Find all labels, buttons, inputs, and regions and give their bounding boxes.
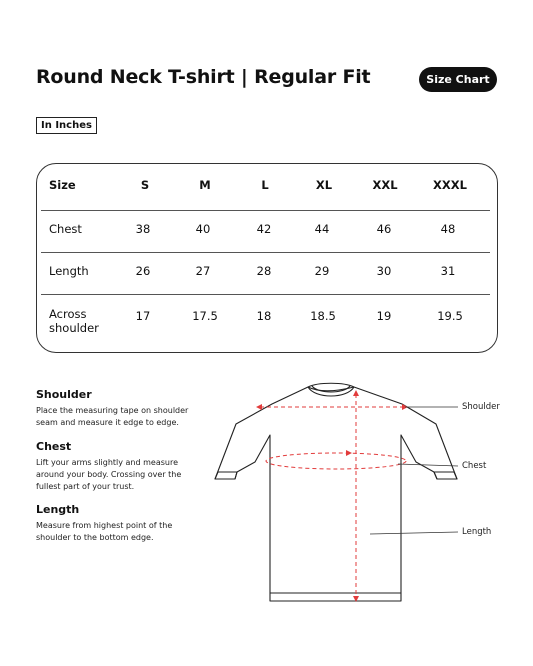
table-cell: 26 bbox=[135, 264, 151, 278]
callout-length: Length bbox=[462, 527, 492, 537]
table-cell: 19.5 bbox=[437, 309, 463, 323]
length-arrow-up-icon bbox=[353, 390, 359, 396]
size-chart-badge: Size Chart bbox=[419, 67, 497, 92]
table-cell: 18.5 bbox=[310, 309, 336, 323]
table-cell: 44 bbox=[314, 222, 330, 236]
instruction-text: Measure from highest point of the shoulder to the bottom edge. bbox=[36, 521, 173, 542]
left-sleeve-hem bbox=[215, 472, 237, 479]
column-header-xxxl: XXXL bbox=[433, 178, 467, 192]
table-cell: 42 bbox=[256, 222, 272, 236]
column-header-xxl: XXL bbox=[372, 178, 398, 192]
column-header-l: L bbox=[261, 178, 269, 192]
table-cell: 31 bbox=[440, 264, 456, 278]
table-cell: 48 bbox=[440, 222, 456, 236]
page-title: Round Neck T-shirt | Regular Fit bbox=[36, 66, 371, 88]
table-cell: 17 bbox=[135, 309, 151, 323]
callout-chest: Chest bbox=[462, 461, 487, 471]
instruction-text: Place the measuring tape on shoulder seam and measure it edge to edge. bbox=[36, 406, 189, 427]
instruction-chest bbox=[36, 440, 196, 493]
row-divider bbox=[41, 210, 490, 211]
callout-shoulder: Shoulder bbox=[462, 402, 500, 412]
tshirt-body-outline bbox=[215, 387, 457, 601]
table-cell: 30 bbox=[376, 264, 392, 278]
size-table bbox=[36, 163, 498, 353]
length-callout-line bbox=[370, 532, 458, 534]
row-label: Chest bbox=[49, 222, 82, 236]
instruction-heading: Length bbox=[36, 503, 80, 516]
column-header-xl: XL bbox=[315, 178, 333, 192]
instruction-length bbox=[36, 503, 196, 544]
tshirt-measurement-diagram bbox=[200, 380, 500, 610]
collar-back-outline bbox=[308, 383, 354, 387]
table-cell: 18 bbox=[256, 309, 272, 323]
row-divider bbox=[41, 294, 490, 295]
right-sleeve-hem bbox=[434, 472, 457, 479]
instruction-text: Lift your arms slightly and measure around your body. Crossing over the fullest part of your trust. bbox=[36, 458, 182, 491]
chest-arrow-icon bbox=[346, 450, 352, 456]
table-cell: 40 bbox=[195, 222, 211, 236]
instruction-heading: Shoulder bbox=[36, 388, 92, 401]
row-divider bbox=[41, 252, 490, 253]
row-label: Across shoulder bbox=[49, 307, 99, 335]
shoulder-arrow-left-icon bbox=[256, 404, 262, 410]
table-cell: 38 bbox=[135, 222, 151, 236]
chest-callout-line bbox=[398, 464, 458, 466]
table-cell: 17.5 bbox=[192, 309, 218, 323]
unit-label: In Inches bbox=[36, 117, 97, 134]
row-label: Length bbox=[49, 264, 89, 278]
instruction-heading: Chest bbox=[36, 440, 72, 453]
table-cell: 28 bbox=[256, 264, 272, 278]
column-header-m: M bbox=[199, 178, 211, 192]
column-header-s: S bbox=[140, 178, 150, 192]
table-cell: 46 bbox=[376, 222, 392, 236]
table-cell: 27 bbox=[195, 264, 211, 278]
table-cell: 19 bbox=[376, 309, 392, 323]
column-header-size: Size bbox=[49, 178, 76, 192]
table-cell: 29 bbox=[314, 264, 330, 278]
instruction-shoulder bbox=[36, 388, 196, 429]
chest-measure-loop bbox=[266, 453, 406, 469]
